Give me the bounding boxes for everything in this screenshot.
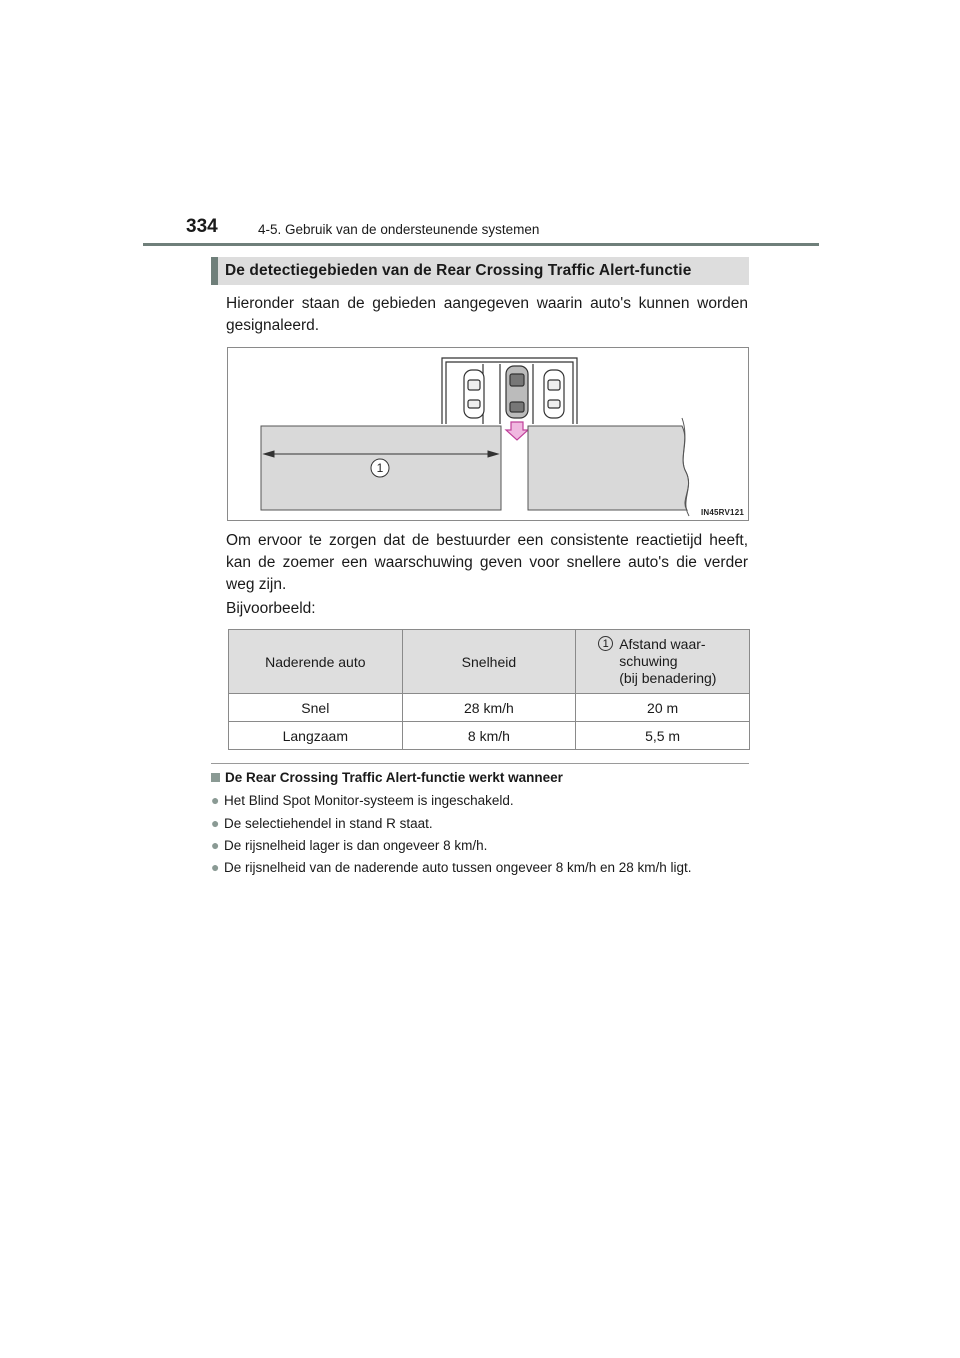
parked-car-right: [544, 370, 564, 418]
detection-area-figure: [227, 347, 749, 521]
cell-speed: 28 km/h: [402, 694, 576, 722]
reverse-arrow: [506, 422, 528, 440]
table-row: [229, 722, 750, 750]
notes-divider: [211, 763, 749, 764]
cell-distance: 5,5 m: [576, 722, 750, 750]
notes-title-text: De Rear Crossing Traffic Alert-functie werkt wanneer: [225, 770, 563, 785]
page-number: 334: [186, 216, 218, 237]
warning-distance-table: [228, 629, 750, 750]
table-header-row: [229, 630, 750, 694]
list-item: ● Het Blind Spot Monitor-systeem is ingeschakeld.: [211, 792, 514, 808]
bullet-dot-icon: ●: [211, 792, 220, 808]
header-callout: 1: [598, 636, 613, 651]
header3-line3: (bij benadering): [619, 670, 717, 686]
list-item: ● De rijsnelheid van de naderende auto tussen ongeveer 8 km/h en 28 km/h ligt.: [211, 859, 692, 875]
callout-number: 1: [376, 461, 384, 475]
list-item: ● De rijsnelheid lager is dan ongeveer 8 km/h.: [211, 837, 488, 853]
header-rule: [143, 243, 819, 246]
intro-paragraph: Hieronder staan de gebieden aangegeven waarin auto's kunnen worden gesignaleerd.: [226, 295, 748, 334]
table-row: [229, 694, 750, 722]
notes-title: [211, 770, 563, 785]
header-warning-distance: [576, 630, 750, 694]
square-bullet-icon: [211, 773, 220, 782]
cell-car-type: Langzaam: [229, 722, 403, 750]
reversing-car: [506, 366, 528, 418]
header3-line1: Afstand waar-: [619, 636, 706, 652]
detection-area-diagram: [228, 348, 750, 522]
body-paragraph: Om ervoor te zorgen dat de bestuurder een consistente reactietijd heeft, kan de zoemer een waarschuwing geven voor snellere auto's die verder weg zijn.: [226, 532, 748, 593]
detection-zone-right: [528, 426, 689, 510]
header-approaching-car: Naderende auto: [229, 630, 403, 694]
section-title: 4-5. Gebruik van de ondersteunende systemen: [258, 222, 540, 237]
cell-car-type: Snel: [229, 694, 403, 722]
list-item: ● De selectiehendel in stand R staat.: [211, 815, 433, 831]
parked-car-left: [464, 370, 484, 418]
bullet-dot-icon: ●: [211, 837, 220, 853]
figure-code: IN45RV121: [700, 508, 744, 517]
example-label: Bijvoorbeeld:: [226, 600, 316, 617]
cell-distance: 20 m: [576, 694, 750, 722]
bullet-dot-icon: ●: [211, 815, 220, 831]
bullet-dot-icon: ●: [211, 859, 220, 875]
heading-bar: [211, 257, 749, 285]
cell-speed: 8 km/h: [402, 722, 576, 750]
header-speed: Snelheid: [402, 630, 576, 694]
heading-text: De detectiegebieden van de Rear Crossing Traffic Alert-functie: [225, 262, 692, 279]
header3-line2: schuwing: [619, 653, 678, 669]
